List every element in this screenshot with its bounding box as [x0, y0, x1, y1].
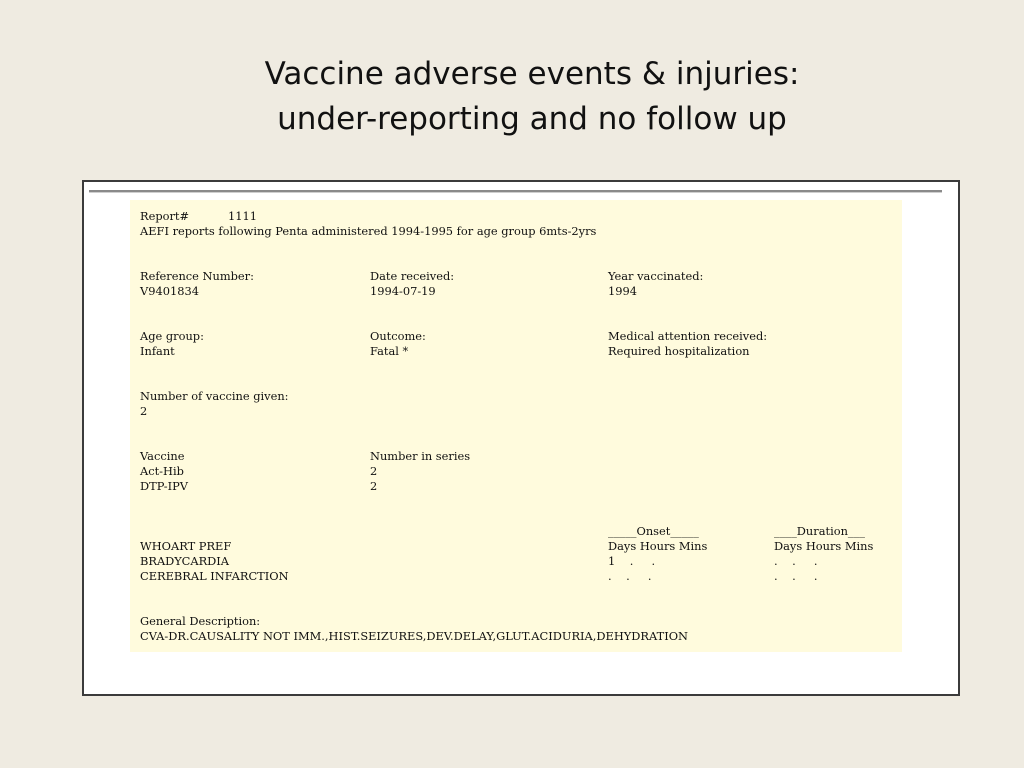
vaccine-header: Vaccine [140, 449, 185, 463]
slide-title-line-1: Vaccine adverse events & injuries: [264, 56, 800, 92]
reference-number-label: Reference Number: [140, 269, 254, 283]
whoart-pref-header: WHOART PREF [140, 539, 232, 553]
vaccine-count-value: 2 [140, 404, 148, 418]
onset-header: _____Onset_____ [608, 524, 699, 538]
medical-attention-value: Required hospitalization [608, 344, 750, 358]
vaccine-name: DTP-IPV [140, 479, 189, 493]
vaccine-name: Act-Hib [140, 464, 184, 478]
event-onset: 1 . . [608, 554, 656, 568]
event-duration: . . . [774, 554, 818, 568]
report-frame [82, 180, 960, 696]
aefi-report [130, 200, 902, 652]
vaccine-series: 2 [370, 479, 378, 493]
duration-columns: Days Hours Mins [774, 539, 874, 553]
age-group-label: Age group: [140, 329, 204, 343]
event-term: CEREBRAL INFARCTION [140, 569, 289, 583]
duration-header: ____Duration___ [774, 524, 865, 538]
event-onset: . . . [608, 569, 652, 583]
reference-number-value: V9401834 [140, 284, 199, 298]
event-duration: . . . [774, 569, 818, 583]
outcome-value: Fatal * [370, 344, 409, 358]
report-number-value: 1111 [228, 209, 257, 223]
slide-title-line-2: under-reporting and no follow up [277, 101, 787, 137]
vaccine-series: 2 [370, 464, 378, 478]
year-vaccinated-label: Year vaccinated: [608, 269, 704, 283]
series-header: Number in series [370, 449, 471, 463]
outcome-label: Outcome: [370, 329, 426, 343]
event-term: BRADYCARDIA [140, 554, 230, 568]
report-subtitle: AEFI reports following Penta administered 1994-1995 for age group 6mts-2yrs [140, 224, 597, 238]
medical-attention-label: Medical attention received: [608, 329, 768, 343]
frame-divider [89, 190, 942, 193]
age-group-value: Infant [140, 344, 175, 358]
vaccine-count-label: Number of vaccine given: [140, 389, 289, 403]
date-received-label: Date received: [370, 269, 455, 283]
report-number-label: Report# [140, 209, 190, 223]
year-vaccinated-value: 1994 [608, 284, 637, 298]
onset-columns: Days Hours Mins [608, 539, 708, 553]
general-description-label: General Description: [140, 614, 261, 628]
slide-title [0, 52, 1024, 142]
general-description-value: CVA-DR.CAUSALITY NOT IMM.,HIST.SEIZURES,DEV.DELAY,GLUT.ACIDURIA,DEHYDRATION [140, 629, 688, 643]
date-received-value: 1994-07-19 [370, 284, 436, 298]
